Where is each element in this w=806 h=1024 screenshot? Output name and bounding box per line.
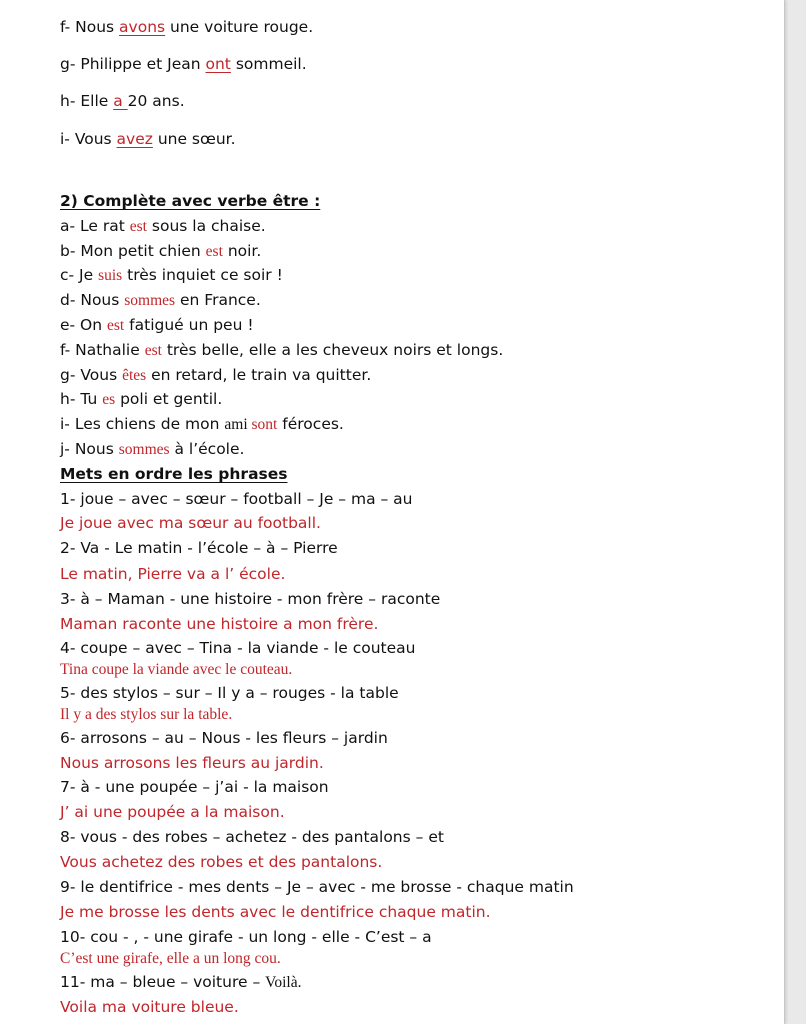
exercise3-answer: Je joue avec ma sœur au football. bbox=[60, 514, 321, 532]
exercise2-item: f- Nathalie est très belle, elle a les cheveux noirs et longs. bbox=[60, 341, 504, 359]
answer-verb: suis bbox=[98, 267, 123, 284]
exercise3-question: 3- à – Maman - une histoire - mon frère – raconte bbox=[60, 590, 441, 608]
exercise3-question: 4- coupe – avec – Tina - la viande - le couteau bbox=[60, 639, 416, 657]
answer-verb: est bbox=[129, 218, 147, 235]
exercise3-question: 8- vous - des robes – achetez - des pantalons – et bbox=[60, 828, 444, 846]
answer-verb: est bbox=[205, 243, 223, 260]
exercise2-item: e- On est fatigué un peu ! bbox=[60, 316, 254, 334]
exercise2-item: c- Je suis très inquiet ce soir ! bbox=[60, 266, 283, 284]
exercise3-answer: C’est une girafe, elle a un long cou. bbox=[60, 950, 281, 967]
exercise3-title: Mets en ordre les phrases bbox=[60, 465, 288, 483]
exercise2-item: b- Mon petit chien est noir. bbox=[60, 242, 262, 260]
exercise3-question: 10- cou - , - une girafe - un long - elle - C’est – a bbox=[60, 928, 432, 946]
answer-verb: est bbox=[107, 317, 125, 334]
exercise3-answer: Vous achetez des robes et des pantalons. bbox=[60, 853, 383, 871]
exercise3-question: 1- joue – avec – sœur – football – Je – ma – au bbox=[60, 490, 413, 508]
exercise2-item: g- Vous êtes en retard, le train va quitter. bbox=[60, 366, 372, 384]
exercise2-title: 2) Complète avec verbe être : bbox=[60, 192, 321, 210]
exercise2-item: h- Tu es poli et gentil. bbox=[60, 390, 223, 408]
exercise3-question: 2- Va - Le matin - l’école – à – Pierre bbox=[60, 539, 338, 557]
answer-verb: es bbox=[102, 391, 116, 408]
exercise3-answer: J’ ai une poupée a la maison. bbox=[60, 803, 285, 821]
answer-verb: sont bbox=[247, 416, 278, 433]
answer-verb: avez bbox=[116, 130, 153, 148]
exercise3-question: 9- le dentifrice - mes dents – Je – avec - me brosse - chaque matin bbox=[60, 878, 574, 896]
exercise3-answer: Je me brosse les dents avec le dentifrice chaque matin. bbox=[60, 903, 491, 921]
exercise3-question: 7- à - une poupée – j’ai - la maison bbox=[60, 778, 329, 796]
exercise2-item: i- Les chiens de mon ami sont féroces. bbox=[60, 415, 344, 433]
answer-verb: êtes bbox=[122, 367, 147, 384]
exercise1-item-h: h- Elle a 20 ans. bbox=[60, 92, 185, 110]
exercise3-answer: Il y a des stylos sur la table. bbox=[60, 706, 233, 723]
exercise3-answer: Voila ma voiture bleue. bbox=[60, 998, 239, 1016]
exercise2-item: j- Nous sommes à l’école. bbox=[60, 440, 245, 458]
exercise3-answer: Nous arrosons les fleurs au jardin. bbox=[60, 754, 324, 772]
answer-verb: est bbox=[144, 342, 162, 359]
answer-verb: sommes bbox=[124, 292, 176, 309]
exercise1-item-f: f- Nous avons une voiture rouge. bbox=[60, 18, 314, 36]
answer-verb: a bbox=[113, 92, 128, 110]
answer-verb: avons bbox=[119, 18, 166, 36]
exercise1-item-g: g- Philippe et Jean ont sommeil. bbox=[60, 55, 307, 73]
exercise1-item-i: i- Vous avez une sœur. bbox=[60, 130, 236, 148]
answer-verb: sommes bbox=[118, 441, 170, 458]
exercise2-item: a- Le rat est sous la chaise. bbox=[60, 217, 266, 235]
exercise3-question: 11- ma – bleue – voiture – Voilà. bbox=[60, 973, 302, 991]
exercise3-answer: Maman raconte une histoire a mon frère. bbox=[60, 615, 379, 633]
answer-verb: ont bbox=[205, 55, 231, 73]
exercise3-question: 5- des stylos – sur – Il y a – rouges - la table bbox=[60, 684, 399, 702]
exercise3-answer: Le matin, Pierre va a l’ école. bbox=[60, 565, 286, 583]
exercise2-item: d- Nous sommes en France. bbox=[60, 291, 261, 309]
exercise3-answer: Tina coupe la viande avec le couteau. bbox=[60, 661, 293, 678]
exercise3-question: 6- arrosons – au – Nous - les fleurs – jardin bbox=[60, 729, 388, 747]
